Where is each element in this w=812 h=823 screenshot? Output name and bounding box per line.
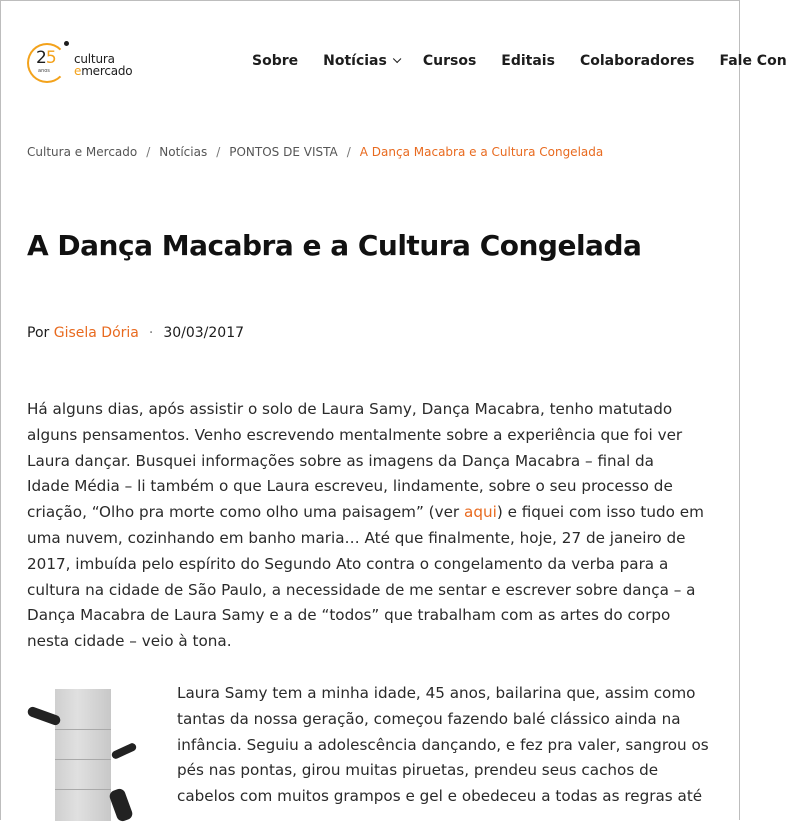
article-paragraph-1 (27, 397, 717, 655)
article-byline (27, 325, 244, 341)
breadcrumb-home[interactable]: Cultura e Mercado (27, 145, 138, 159)
logo-dot (64, 41, 69, 46)
logo-anos: anos (38, 68, 50, 74)
paragraph-line: Há alguns dias, após assistir o solo de Laura Samy, Dança Macabra, tenho matutado (27, 400, 673, 418)
article-paragraph-2 (177, 681, 717, 810)
aqui-link[interactable]: aqui (464, 503, 497, 522)
article-title: A Dança Macabra e a Cultura Congelada (27, 229, 642, 262)
site-header (1, 1, 787, 121)
breadcrumb (27, 145, 603, 159)
breadcrumb-noticias[interactable]: Notícias (159, 145, 208, 159)
nav-item-editais[interactable]: Editais (501, 53, 555, 69)
paragraph-line: uma nuvem, cozinhando em banho maria… Até que finalmente, hoje, 27 de janeiro de (27, 528, 686, 547)
breadcrumb-separator: / (146, 145, 151, 159)
paragraph-line: tantas da nossa geração, começou fazendo balé clássico ainda na (177, 709, 681, 728)
nav-item-colaboradores[interactable]: Colaboradores (579, 53, 695, 69)
photo-dancer-leg (108, 787, 134, 823)
site-logo[interactable] (27, 41, 147, 87)
paragraph-line: pés nas pontas, girou muitas piruetas, prendeu seus cachos de (177, 761, 659, 780)
paragraph-line: cabelos com muitos grampos e gel e obedeceu a todas as regras até (177, 787, 703, 806)
nav-item-fale-conosco[interactable]: Fale Con (719, 53, 787, 69)
photo-dancer-arm (111, 742, 138, 760)
article-date: 30/03/2017 (163, 325, 245, 341)
paragraph-line: Laura dançar. Busquei informações sobre as imagens da Dança Macabra – final da (27, 451, 654, 470)
photo-wall (55, 689, 111, 821)
paragraph-line: alguns pensamentos. Venho escrevendo mentalmente sobre a experiência que foi ver (27, 425, 683, 444)
breadcrumb-pontos-de-vista[interactable]: PONTOS DE VISTA (229, 145, 338, 159)
paragraph-line: Dança Macabra de Laura Samy e a de “todos” que trabalham com as artes do corpo (27, 606, 671, 625)
author-link[interactable]: Gisela Dória (53, 325, 139, 341)
nav-item-sobre[interactable]: Sobre (252, 53, 299, 69)
breadcrumb-separator: / (346, 145, 351, 159)
byline-prefix: Por (27, 325, 50, 341)
byline-separator: · (148, 325, 154, 341)
logo-anniversary-number: 25 (36, 48, 56, 68)
paragraph-line: nesta cidade – veio à tona. (27, 632, 232, 651)
logo-wordmark: cultura emercado (74, 52, 133, 78)
paragraph-line: 2017, imbuída pelo espírito do Segundo Ato contra o congelamento da verba para a (27, 554, 669, 573)
breadcrumb-current: A Dança Macabra e a Cultura Congelada (359, 145, 604, 159)
main-nav (252, 53, 812, 69)
article-photo (27, 689, 155, 821)
paragraph-line: Laura Samy tem a minha idade, 45 anos, bailarina que, assim como (177, 684, 696, 702)
nav-item-noticias[interactable]: Notícias (323, 53, 398, 69)
paragraph-line-with-link: criação, “Olho pra morte como olho uma paisagem” (ver aqui) e fiquei com isso tudo em (27, 503, 704, 522)
paragraph-line: cultura na cidade de São Paulo, a necessidade de me sentar e escrever sobre dança – a (27, 580, 696, 599)
paragraph-line: Idade Média – li também o que Laura escreveu, lindamente, sobre o seu processo de (27, 477, 673, 496)
breadcrumb-separator: / (216, 145, 221, 159)
chevron-down-icon (393, 55, 401, 63)
paragraph-line: infância. Seguiu a adolescência dançando, e fez pra valer, sangrou os (177, 735, 709, 754)
nav-item-cursos[interactable]: Cursos (422, 53, 477, 69)
